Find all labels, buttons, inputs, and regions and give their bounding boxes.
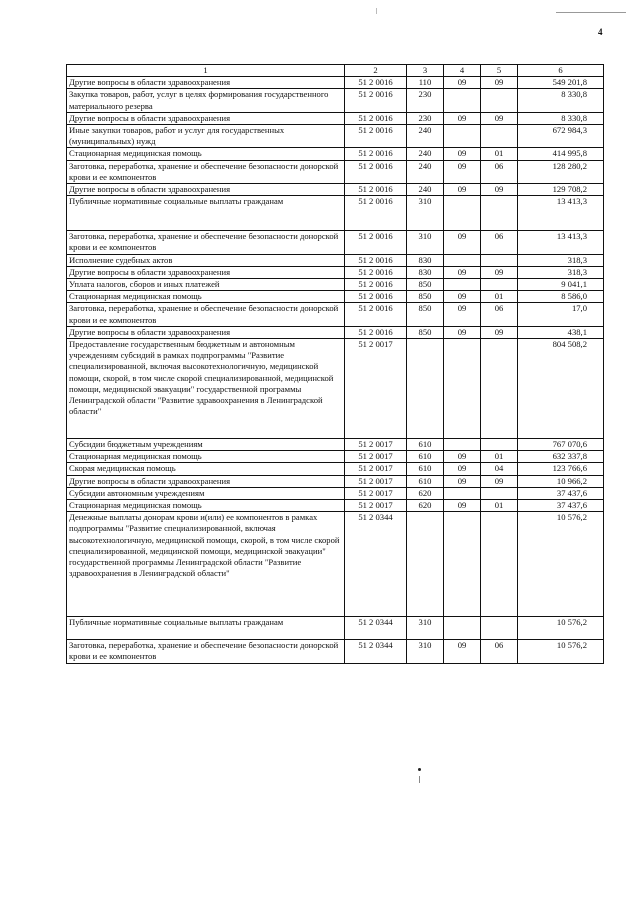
row-expense-type: 310 [407, 617, 444, 640]
row-subsection: 01 [481, 148, 518, 160]
row-name: Предоставление государственным бюджетным и автономным учреждениям субсидий в рамках подпрограммы "Развитие специализированной, включая высокотехнологичную, медицинской помощи, скорой, в том числе скорой специализированной, медицинской помощи, медицинской эвакуации" государственной программы Ленинградской области "Развитие здравоохранения в Ленинградской области" [67, 339, 345, 439]
row-code: 51 2 0344 [345, 640, 407, 663]
row-section: 09 [444, 640, 481, 663]
scan-line [556, 12, 626, 13]
scan-dot [418, 768, 421, 771]
table-header-row [67, 65, 604, 77]
row-subsection: 09 [481, 112, 518, 124]
row-code: 51 2 0016 [345, 266, 407, 278]
row-code: 51 2 0017 [345, 475, 407, 487]
row-section: 09 [444, 451, 481, 463]
row-name: Другие вопросы в области здравоохранения [67, 266, 345, 278]
table-row [67, 112, 604, 124]
row-amount: 13 413,3 [518, 231, 604, 254]
row-subsection: 09 [481, 77, 518, 89]
table-row [67, 326, 604, 338]
row-expense-type: 830 [407, 266, 444, 278]
row-expense-type: 310 [407, 640, 444, 663]
row-expense-type: 240 [407, 125, 444, 148]
scan-mark [419, 776, 420, 783]
row-section: 09 [444, 303, 481, 326]
row-subsection [481, 89, 518, 112]
row-name: Заготовка, переработка, хранение и обеспечение безопасности донорской крови и ее компонентов [67, 231, 345, 254]
row-amount: 804 508,2 [518, 339, 604, 439]
row-expense-type: 610 [407, 439, 444, 451]
table-row [67, 77, 604, 89]
row-subsection [481, 339, 518, 439]
row-amount: 10 966,2 [518, 475, 604, 487]
row-section [444, 439, 481, 451]
row-expense-type: 230 [407, 112, 444, 124]
row-amount: 37 437,6 [518, 487, 604, 499]
table-row [67, 184, 604, 196]
row-amount: 672 984,3 [518, 125, 604, 148]
row-amount: 8 330,8 [518, 89, 604, 112]
row-subsection: 06 [481, 640, 518, 663]
row-subsection: 01 [481, 291, 518, 303]
row-amount: 123 766,6 [518, 463, 604, 475]
row-code: 51 2 0016 [345, 184, 407, 196]
row-subsection [481, 125, 518, 148]
row-name: Иные закупки товаров, работ и услуг для государственных (муниципальных) нужд [67, 125, 345, 148]
table-row [67, 148, 604, 160]
table-row [67, 617, 604, 640]
row-expense-type: 110 [407, 77, 444, 89]
row-subsection: 09 [481, 266, 518, 278]
row-amount: 128 280,2 [518, 160, 604, 183]
row-expense-type: 620 [407, 487, 444, 499]
row-amount: 13 413,3 [518, 196, 604, 231]
row-section [444, 196, 481, 231]
table-row [67, 487, 604, 499]
row-amount: 8 330,8 [518, 112, 604, 124]
row-name: Стационарная медицинская помощь [67, 500, 345, 512]
row-section: 09 [444, 500, 481, 512]
row-code: 51 2 0016 [345, 148, 407, 160]
row-expense-type: 240 [407, 184, 444, 196]
header-cell: 4 [444, 65, 481, 77]
table-row [67, 231, 604, 254]
row-section: 09 [444, 148, 481, 160]
row-expense-type: 610 [407, 475, 444, 487]
row-section: 09 [444, 231, 481, 254]
row-section: 09 [444, 77, 481, 89]
row-name: Стационарная медицинская помощь [67, 148, 345, 160]
row-expense-type: 310 [407, 196, 444, 231]
table-row [67, 160, 604, 183]
row-expense-type [407, 339, 444, 439]
row-name: Другие вопросы в области здравоохранения [67, 184, 345, 196]
row-amount: 10 576,2 [518, 640, 604, 663]
header-cell: 3 [407, 65, 444, 77]
row-code: 51 2 0016 [345, 77, 407, 89]
row-name: Заготовка, переработка, хранение и обеспечение безопасности донорской крови и ее компонентов [67, 160, 345, 183]
table-row [67, 451, 604, 463]
row-name: Субсидии бюджетным учреждениям [67, 439, 345, 451]
row-code: 51 2 0016 [345, 125, 407, 148]
row-name: Публичные нормативные социальные выплаты гражданам [67, 617, 345, 640]
row-name: Другие вопросы в области здравоохранения [67, 475, 345, 487]
row-amount: 129 708,2 [518, 184, 604, 196]
table-row [67, 279, 604, 291]
header-cell: 6 [518, 65, 604, 77]
row-amount: 10 576,2 [518, 617, 604, 640]
row-amount: 318,3 [518, 266, 604, 278]
row-subsection: 06 [481, 303, 518, 326]
row-expense-type: 240 [407, 160, 444, 183]
row-section [444, 617, 481, 640]
row-subsection [481, 512, 518, 617]
row-amount: 10 576,2 [518, 512, 604, 617]
row-section [444, 254, 481, 266]
row-subsection: 09 [481, 326, 518, 338]
table-row [67, 266, 604, 278]
row-name: Заготовка, переработка, хранение и обеспечение безопасности донорской крови и ее компонентов [67, 303, 345, 326]
row-amount: 9 041,1 [518, 279, 604, 291]
row-section: 09 [444, 463, 481, 475]
table-row [67, 303, 604, 326]
row-expense-type: 850 [407, 291, 444, 303]
row-name: Стационарная медицинская помощь [67, 451, 345, 463]
row-section: 09 [444, 266, 481, 278]
row-subsection: 04 [481, 463, 518, 475]
row-expense-type: 240 [407, 148, 444, 160]
row-section: 09 [444, 160, 481, 183]
row-amount: 414 995,8 [518, 148, 604, 160]
row-code: 51 2 0016 [345, 279, 407, 291]
row-expense-type: 850 [407, 303, 444, 326]
row-code: 51 2 0017 [345, 451, 407, 463]
row-name: Другие вопросы в области здравоохранения [67, 112, 345, 124]
row-code: 51 2 0016 [345, 326, 407, 338]
row-expense-type: 620 [407, 500, 444, 512]
row-amount: 438,1 [518, 326, 604, 338]
header-cell: 2 [345, 65, 407, 77]
row-code: 51 2 0344 [345, 512, 407, 617]
row-code: 51 2 0017 [345, 339, 407, 439]
row-expense-type: 850 [407, 326, 444, 338]
table-body [67, 77, 604, 663]
row-amount: 8 586,0 [518, 291, 604, 303]
row-section [444, 339, 481, 439]
scan-mark [376, 8, 377, 14]
row-code: 51 2 0017 [345, 463, 407, 475]
row-amount: 37 437,6 [518, 500, 604, 512]
row-section: 09 [444, 184, 481, 196]
row-subsection: 09 [481, 184, 518, 196]
table-row [67, 196, 604, 231]
budget-table [66, 64, 604, 664]
row-section [444, 487, 481, 499]
row-amount: 318,3 [518, 254, 604, 266]
header-cell: 5 [481, 65, 518, 77]
row-name: Заготовка, переработка, хранение и обеспечение безопасности донорской крови и ее компонентов [67, 640, 345, 663]
row-amount: 549 201,8 [518, 77, 604, 89]
row-expense-type: 850 [407, 279, 444, 291]
row-code: 51 2 0344 [345, 617, 407, 640]
row-name: Публичные нормативные социальные выплаты гражданам [67, 196, 345, 231]
row-subsection [481, 279, 518, 291]
row-code: 51 2 0016 [345, 89, 407, 112]
row-code: 51 2 0016 [345, 254, 407, 266]
row-section [444, 279, 481, 291]
row-expense-type: 310 [407, 231, 444, 254]
row-section: 09 [444, 291, 481, 303]
row-subsection: 01 [481, 451, 518, 463]
table-row [67, 463, 604, 475]
row-code: 51 2 0017 [345, 500, 407, 512]
row-name: Исполнение судебных актов [67, 254, 345, 266]
row-section: 09 [444, 112, 481, 124]
row-code: 51 2 0016 [345, 291, 407, 303]
row-name: Скорая медицинская помощь [67, 463, 345, 475]
row-name: Другие вопросы в области здравоохранения [67, 326, 345, 338]
row-section: 09 [444, 326, 481, 338]
row-amount: 632 337,8 [518, 451, 604, 463]
table-row [67, 254, 604, 266]
row-code: 51 2 0016 [345, 303, 407, 326]
row-expense-type: 830 [407, 254, 444, 266]
row-name: Уплата налогов, сборов и иных платежей [67, 279, 345, 291]
row-name: Денежные выплаты донорам крови и(или) ее компонентов в рамках подпрограммы "Развитие специализированной, включая высокотехнологичную, медицинской помощи, скорой, в том числе скорой специализированной, медицинской помощи, медицинской эвакуации" государственной программы Ленинградской области "Развитие здравоохранения в Ленинградской области" [67, 512, 345, 617]
row-section [444, 512, 481, 617]
row-subsection [481, 617, 518, 640]
row-expense-type: 610 [407, 463, 444, 475]
row-subsection: 06 [481, 231, 518, 254]
row-code: 51 2 0016 [345, 160, 407, 183]
row-subsection: 09 [481, 475, 518, 487]
row-subsection [481, 487, 518, 499]
row-subsection: 06 [481, 160, 518, 183]
row-code: 51 2 0016 [345, 231, 407, 254]
row-expense-type [407, 512, 444, 617]
table-row [67, 125, 604, 148]
row-name: Закупка товаров, работ, услуг в целях формирования государственного материального резерва [67, 89, 345, 112]
row-subsection [481, 196, 518, 231]
table-row [67, 512, 604, 617]
row-subsection [481, 439, 518, 451]
row-name: Стационарная медицинская помощь [67, 291, 345, 303]
row-name: Другие вопросы в области здравоохранения [67, 77, 345, 89]
table-row [67, 475, 604, 487]
row-subsection: 01 [481, 500, 518, 512]
row-expense-type: 230 [407, 89, 444, 112]
table-row [67, 439, 604, 451]
row-code: 51 2 0017 [345, 487, 407, 499]
row-section [444, 89, 481, 112]
table-row [67, 89, 604, 112]
row-subsection [481, 254, 518, 266]
row-section: 09 [444, 475, 481, 487]
row-amount: 17,0 [518, 303, 604, 326]
page-number: 4 [598, 27, 603, 37]
row-code: 51 2 0016 [345, 196, 407, 231]
table-row [67, 500, 604, 512]
table-row [67, 291, 604, 303]
row-section [444, 125, 481, 148]
row-code: 51 2 0016 [345, 112, 407, 124]
row-name: Субсидии автономным учреждениям [67, 487, 345, 499]
header-cell: 1 [67, 65, 345, 77]
table-row [67, 640, 604, 663]
row-amount: 767 070,6 [518, 439, 604, 451]
row-expense-type: 610 [407, 451, 444, 463]
row-code: 51 2 0017 [345, 439, 407, 451]
table-row [67, 339, 604, 439]
